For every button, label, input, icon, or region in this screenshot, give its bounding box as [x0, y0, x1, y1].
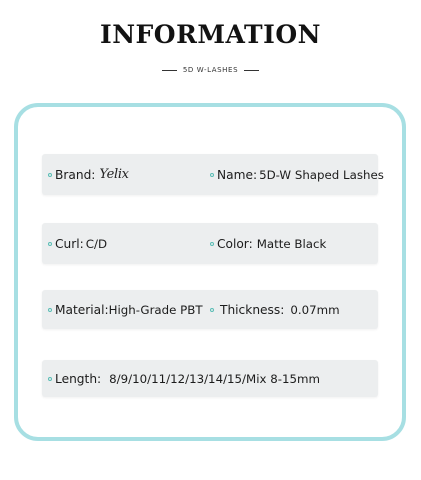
- color-value: Matte Black: [256, 236, 327, 251]
- info-row-length: [42, 360, 378, 397]
- subtitle: 5D W-LASHES: [182, 66, 239, 74]
- material-cell: [48, 303, 203, 317]
- name-label: Name:: [217, 167, 258, 182]
- subtitle-row: [0, 66, 421, 74]
- subtitle-rule-right: [244, 70, 259, 71]
- bullet-icon: [48, 173, 52, 177]
- brand-cell: [48, 167, 129, 182]
- curl-cell: [48, 237, 107, 251]
- length-cell: [48, 372, 320, 386]
- color-cell: [210, 237, 326, 251]
- length-value: 8/9/10/11/12/13/14/15/Mix 8-15mm: [109, 371, 320, 386]
- bullet-icon: [210, 242, 214, 246]
- bullet-icon: [48, 308, 52, 312]
- thickness-value: 0.07mm: [290, 302, 340, 317]
- length-label: Length:: [55, 371, 102, 386]
- name-value: 5D-W Shaped Lashes: [259, 167, 384, 182]
- bullet-icon: [210, 308, 214, 312]
- material-value: High-Grade PBT: [108, 302, 203, 317]
- brand-logo: Yelix: [99, 167, 129, 182]
- thickness-label: Thickness:: [220, 302, 285, 317]
- curl-value: C/D: [85, 236, 108, 251]
- bullet-icon: [48, 377, 52, 381]
- bullet-icon: [48, 242, 52, 246]
- thickness-cell: [210, 303, 340, 317]
- brand-label: Brand:: [55, 167, 96, 182]
- page-title: INFORMATION: [100, 20, 321, 49]
- info-row-curl-color: [42, 223, 378, 264]
- bullet-icon: [210, 173, 214, 177]
- material-label: Material:: [55, 302, 109, 317]
- name-cell: [210, 168, 384, 182]
- subtitle-rule-left: [162, 70, 177, 71]
- curl-label: Curl:: [55, 236, 84, 251]
- info-row-material-thickness: [42, 290, 378, 329]
- info-row-brand-name: [42, 154, 384, 195]
- color-label: Color:: [217, 236, 253, 251]
